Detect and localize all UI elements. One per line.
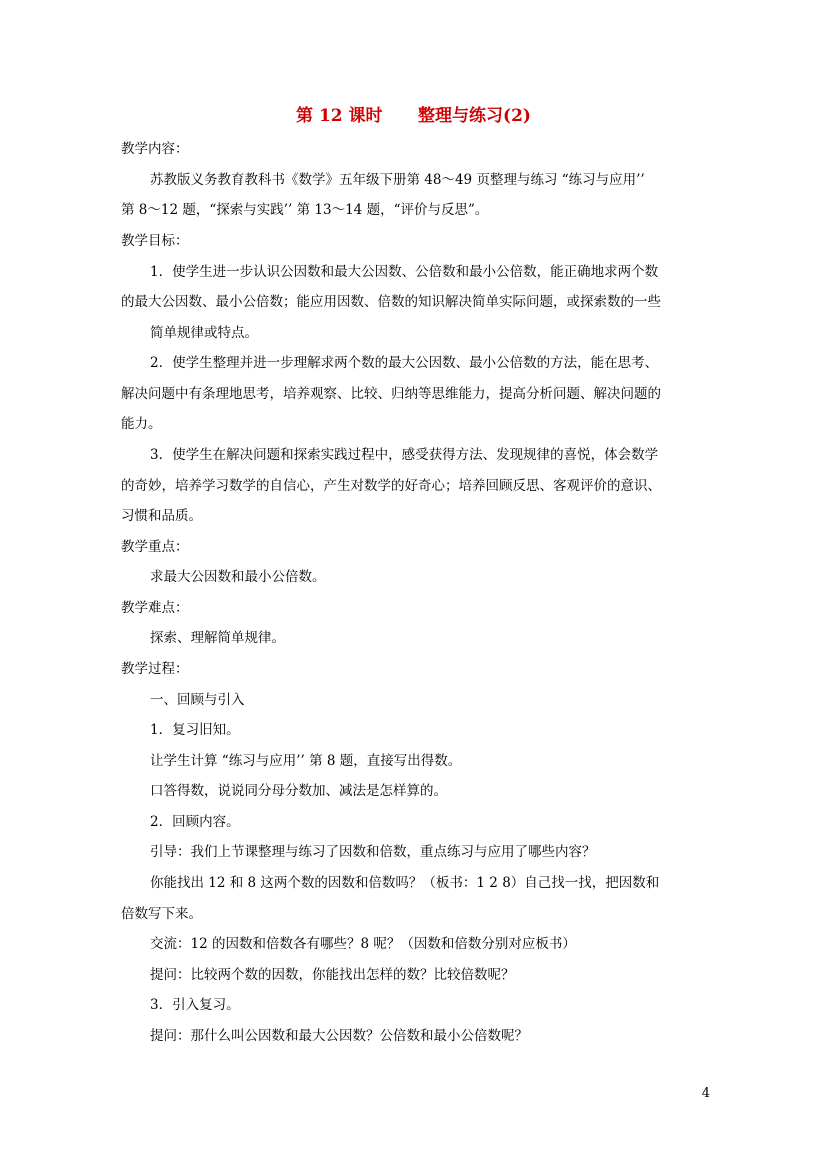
lesson-title: 第 12 课时 整理与练习(2) <box>296 106 531 126</box>
process-section-1: 一、回顾与引入 <box>150 692 245 708</box>
heading-process: 教学过程： <box>121 661 189 677</box>
process-line-2: 口答得数，说说同分母分数加、减法是怎样算的。 <box>150 783 447 799</box>
process-line-4: 你能找出 12 和 8 这两个数的因数和倍数吗？（板书：1 2 8）自己找一找，把因数和 <box>150 875 660 891</box>
process-line-6: 交流：12 的因数和倍数各有哪些？8 呢？（因数和倍数分别对应板书） <box>150 936 576 952</box>
goal-3-line-3: 习惯和品质。 <box>121 508 202 524</box>
process-line-7: 提问：比较两个数的因数，你能找出怎样的数？比较倍数呢？ <box>150 967 515 983</box>
goal-2-line-1: 2．使学生整理并进一步理解求两个数的最大公因数、最小公倍数的方法，能在思考、 <box>150 355 659 371</box>
heading-teaching-content: 教学内容： <box>121 141 189 157</box>
difficulties-text: 探索、理解简单规律。 <box>150 630 285 646</box>
page-number: 4 <box>701 1086 710 1101</box>
heading-difficulties: 教学难点： <box>121 600 189 616</box>
process-step-2: 2．回顾内容。 <box>150 814 240 830</box>
goal-2-line-2: 解决问题中有条理地思考，培养观察、比较、归纳等思维能力，提高分析问题、解决问题的 <box>121 386 661 402</box>
goal-1-line-3: 简单规律或特点。 <box>150 325 258 341</box>
heading-key-points: 教学重点： <box>121 539 189 555</box>
goal-2-line-3: 能力。 <box>121 416 162 432</box>
process-line-1: 让学生计算 “练习与应用’’ 第 8 题，直接写出得数。 <box>150 753 462 769</box>
process-step-3: 3．引入复习。 <box>150 997 240 1013</box>
goal-3-line-2: 的奇妙，培养学习数学的自信心，产生对数学的好奇心；培养回顾反思、客观评价的意识、 <box>121 478 661 494</box>
process-step-1: 1．复习旧知。 <box>150 722 240 738</box>
key-points-text: 求最大公因数和最小公倍数。 <box>150 569 326 585</box>
goal-1-line-1: 1．使学生进一步认识公因数和最大公因数、公倍数和最小公倍数，能正确地求两个数 <box>150 264 659 280</box>
process-line-5: 倍数写下来。 <box>121 906 202 922</box>
process-line-8: 提问：那什么叫公因数和最大公因数？公倍数和最小公倍数呢？ <box>150 1028 528 1044</box>
goal-3-line-1: 3．使学生在解决问题和探索实践过程中，感受获得方法、发现规律的喜悦，体会数学 <box>150 447 659 463</box>
content-line-1: 苏教版义务教育教科书《数学》五年级下册第 48～49 页整理与练习 “练习与应用’’ <box>150 172 645 188</box>
process-line-3: 引导：我们上节课整理与练习了因数和倍数，重点练习与应用了哪些内容？ <box>150 844 596 860</box>
heading-teaching-goals: 教学目标： <box>121 233 189 249</box>
goal-1-line-2: 的最大公因数、最小公倍数；能应用因数、倍数的知识解决简单实际问题，或探索数的一些 <box>121 294 661 310</box>
content-line-2: 第 8～12 题，“探索与实践’’ 第 13～14 题，“评价与反思”。 <box>121 202 489 218</box>
